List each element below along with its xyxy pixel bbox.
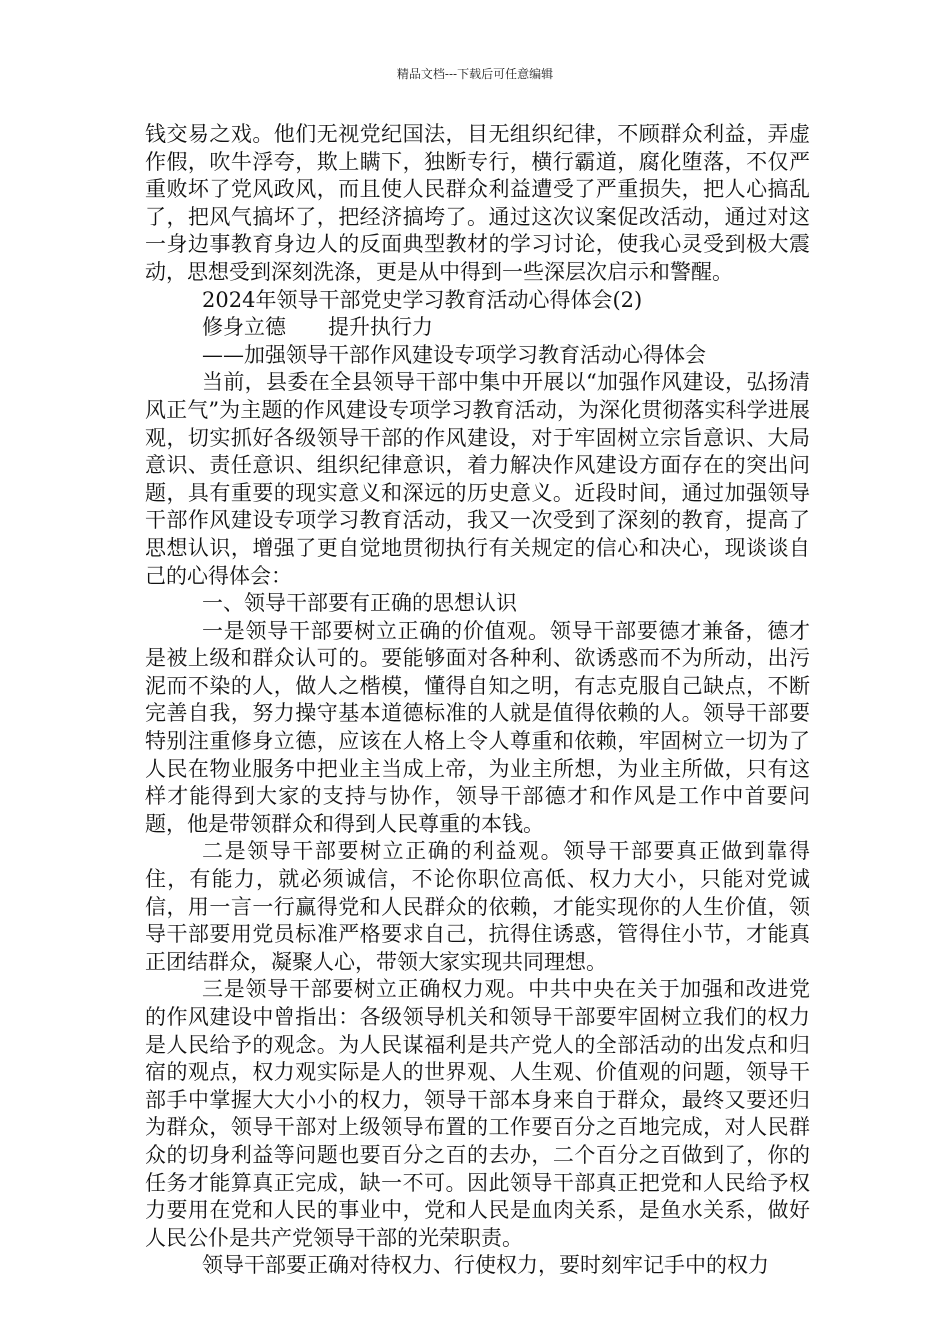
article-subtitle: ——加强领导干部作风建设专项学习教育活动心得体会 <box>202 342 706 367</box>
section-heading: 一、领导干部要有正确的思想认识 <box>202 591 517 616</box>
paragraph-opening: 当前，县委在全县领导干部中集中开展以“加强作风建设，弘扬清风正气”为主题的作风建设专项学习教育活动，为深化贯彻落实科学进展观，切实抓好各级领导干部的作风建设，对于牢固树立宗旨意识、大局意识、责任意识、组织纪律意识，着力解决作风建设方面存在的突出问题，具有重要的现实意义和深远的历史意义。近段时间，通过加强领导干部作风建设专项学习教育活动，我又一次受到了深刻的教育，提高了思想认识，增强了更自觉地贯彻执行有关规定的信心和决心，现谈谈自己的心得体会： <box>145 370 810 588</box>
page-header: 精品文档---下载后可任意编辑 <box>396 67 554 81</box>
article-title: 2024年领导干部党史学习教育活动心得体会(2) <box>202 287 643 312</box>
paragraph-interests: 二是领导干部要树立正确的利益观。领导干部要真正做到靠得住，有能力，就必须诚信，不论你职位高低、权力大小，只能对党诚信，用一言一行赢得党和人民群众的依赖，才能实现你的人生价值，领导干部要用党员标准严格要求自己，抗得住诱惑，管得住小节，才能真正团结群众，凝聚人心，带领大家实现共同理想。 <box>145 839 810 974</box>
document-body <box>145 121 810 1280</box>
paragraph-intro: 钱交易之戏。他们无视党纪国法，目无组织纪律，不顾群众利益，弄虚作假，吹牛浮夸，欺上瞒下，独断专行，横行霸道，腐化堕落，不仅严重败坏了党风政风，而且使人民群众利益遭受了严重损失，把人心搞乱了，把风气搞坏了，把经济搞垮了。通过这次议案促改活动，通过对这一身边事教育身边人的反面典型教材的学习讨论，使我心灵受到极大震动，思想受到深刻洗涤，更是从中得到一些深层次启示和警醒。 <box>145 122 810 284</box>
paragraph-power: 三是领导干部要树立正确权力观。中共中央在关于加强和改进党的作风建设中曾指出：各级领导机关和领导干部要牢固树立我们的权力是人民给予的观念。为人民谋福利是共产党人的全部活动的出发点和归宿的观点，权力观实际是人的世界观、人生观、价值观的问题，领导干部手中掌握大大小小的权力，领导干部本身来自于群众，最终又要还归为群众，领导干部对上级领导布置的工作要百分之百地完成，对人民群众的切身利益等问题也要百分之百的去办，二个百分之百做到了，你的任务才能算真正完成，缺一不可。因此领导干部真正把党和人民给予权力要用在党和人民的事业中，党和人民是血肉关系，是鱼水关系，做好人民公仆是共产党领导干部的光荣职责。 <box>145 977 810 1250</box>
paragraph-values: 一是领导干部要树立正确的价值观。领导干部要德才兼备，德才是被上级和群众认可的。要能够面对各种利、欲诱惑而不为所动，出污泥而不染的人，做人之楷模，懂得自知之明，有志克服自己缺点，不断完善自我，努力操守基本道德标准的人就是值得依赖的人。领导干部要特别注重修身立德，应该在人格上令人尊重和依赖，牢固树立一切为了人民在物业服务中把业主当成上帝，为业主所想，为业主所做，只有这样才能得到大家的支持与协作，领导干部德才和作风是工作中首要问题，他是带领群众和得到人民尊重的本钱。 <box>145 618 810 836</box>
paragraph-closing: 领导干部要正确对待权力、行使权力，要时刻牢记手中的权力 <box>202 1253 769 1278</box>
article-heading: 修身立德 提升执行力 <box>202 315 433 340</box>
